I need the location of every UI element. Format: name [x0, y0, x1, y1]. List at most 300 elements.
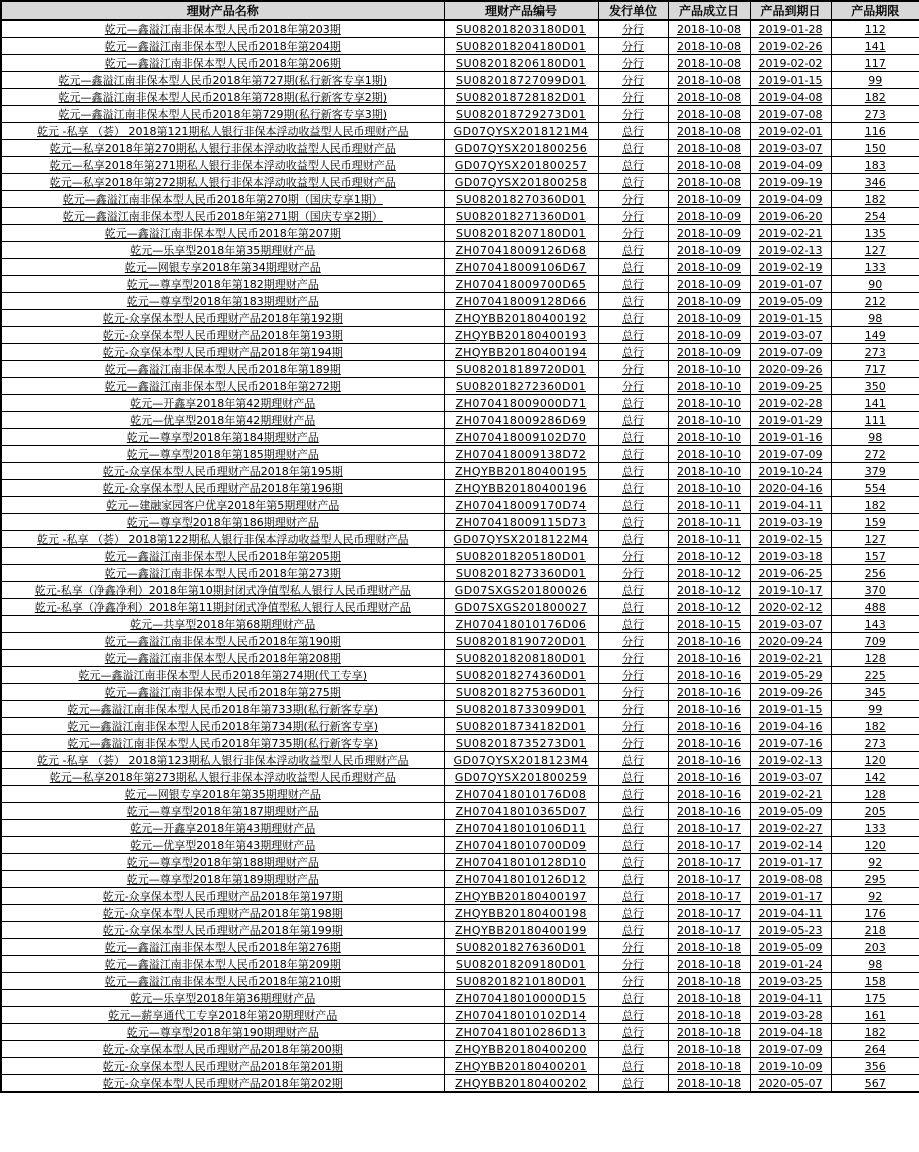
cell-term[interactable] — [831, 820, 919, 837]
cell-name[interactable] — [1, 973, 444, 990]
cell-unit[interactable] — [598, 956, 668, 973]
cell-term[interactable] — [831, 463, 919, 480]
cell-name[interactable] — [1, 497, 444, 514]
cell-term[interactable] — [831, 616, 919, 633]
cell-end[interactable] — [750, 378, 831, 395]
cell-end[interactable] — [750, 174, 831, 191]
cell-start[interactable] — [668, 20, 750, 38]
header-issuing-unit[interactable]: 发行单位 — [598, 1, 668, 20]
cell-code[interactable] — [444, 1041, 598, 1058]
cell-code[interactable] — [444, 208, 598, 225]
cell-end[interactable] — [750, 242, 831, 259]
cell-start[interactable] — [668, 565, 750, 582]
cell-end[interactable] — [750, 548, 831, 565]
cell-start[interactable] — [668, 871, 750, 888]
cell-term[interactable] — [831, 344, 919, 361]
cell-code[interactable] — [444, 701, 598, 718]
cell-term[interactable] — [831, 650, 919, 667]
cell-end[interactable] — [750, 106, 831, 123]
cell-code[interactable] — [444, 276, 598, 293]
cell-code[interactable] — [444, 837, 598, 854]
cell-code[interactable] — [444, 582, 598, 599]
cell-term[interactable] — [831, 871, 919, 888]
cell-end[interactable] — [750, 735, 831, 752]
cell-name[interactable] — [1, 293, 444, 310]
cell-end[interactable] — [750, 667, 831, 684]
cell-start[interactable] — [668, 55, 750, 72]
cell-name[interactable] — [1, 1041, 444, 1058]
cell-term[interactable] — [831, 837, 919, 854]
cell-start[interactable] — [668, 888, 750, 905]
cell-end[interactable] — [750, 701, 831, 718]
cell-end[interactable] — [750, 956, 831, 973]
cell-term[interactable] — [831, 242, 919, 259]
cell-end[interactable] — [750, 293, 831, 310]
cell-unit[interactable] — [598, 786, 668, 803]
cell-end[interactable] — [750, 20, 831, 38]
cell-term[interactable] — [831, 633, 919, 650]
cell-name[interactable] — [1, 55, 444, 72]
cell-name[interactable] — [1, 191, 444, 208]
cell-code[interactable] — [444, 72, 598, 89]
cell-end[interactable] — [750, 361, 831, 378]
cell-unit[interactable] — [598, 854, 668, 871]
cell-code[interactable] — [444, 123, 598, 140]
cell-start[interactable] — [668, 344, 750, 361]
cell-name[interactable] — [1, 72, 444, 89]
cell-start[interactable] — [668, 769, 750, 786]
cell-code[interactable] — [444, 599, 598, 616]
cell-start[interactable] — [668, 293, 750, 310]
cell-end[interactable] — [750, 225, 831, 242]
cell-start[interactable] — [668, 905, 750, 922]
cell-name[interactable] — [1, 327, 444, 344]
cell-unit[interactable] — [598, 157, 668, 174]
cell-term[interactable] — [831, 225, 919, 242]
cell-end[interactable] — [750, 463, 831, 480]
cell-start[interactable] — [668, 633, 750, 650]
cell-term[interactable] — [831, 667, 919, 684]
cell-code[interactable] — [444, 55, 598, 72]
cell-name[interactable] — [1, 1024, 444, 1041]
cell-name[interactable] — [1, 1058, 444, 1075]
cell-code[interactable] — [444, 191, 598, 208]
cell-unit[interactable] — [598, 990, 668, 1007]
cell-start[interactable] — [668, 514, 750, 531]
header-product-name[interactable]: 理财产品名称 — [1, 1, 444, 20]
cell-start[interactable] — [668, 310, 750, 327]
cell-start[interactable] — [668, 72, 750, 89]
cell-unit[interactable] — [598, 888, 668, 905]
cell-start[interactable] — [668, 922, 750, 939]
cell-term[interactable] — [831, 701, 919, 718]
cell-code[interactable] — [444, 684, 598, 701]
cell-start[interactable] — [668, 276, 750, 293]
cell-name[interactable] — [1, 276, 444, 293]
cell-term[interactable] — [831, 684, 919, 701]
cell-start[interactable] — [668, 973, 750, 990]
cell-end[interactable] — [750, 480, 831, 497]
cell-code[interactable] — [444, 531, 598, 548]
cell-code[interactable] — [444, 1075, 598, 1093]
cell-term[interactable] — [831, 446, 919, 463]
cell-start[interactable] — [668, 650, 750, 667]
cell-end[interactable] — [750, 344, 831, 361]
cell-code[interactable] — [444, 650, 598, 667]
cell-term[interactable] — [831, 378, 919, 395]
cell-name[interactable] — [1, 480, 444, 497]
cell-unit[interactable] — [598, 684, 668, 701]
cell-name[interactable] — [1, 565, 444, 582]
cell-name[interactable] — [1, 531, 444, 548]
cell-end[interactable] — [750, 208, 831, 225]
cell-unit[interactable] — [598, 1075, 668, 1093]
cell-start[interactable] — [668, 259, 750, 276]
cell-unit[interactable] — [598, 1007, 668, 1024]
cell-start[interactable] — [668, 89, 750, 106]
cell-end[interactable] — [750, 803, 831, 820]
cell-unit[interactable] — [598, 293, 668, 310]
cell-name[interactable] — [1, 344, 444, 361]
cell-term[interactable] — [831, 990, 919, 1007]
cell-code[interactable] — [444, 429, 598, 446]
cell-name[interactable] — [1, 735, 444, 752]
cell-unit[interactable] — [598, 616, 668, 633]
cell-unit[interactable] — [598, 55, 668, 72]
cell-term[interactable] — [831, 1024, 919, 1041]
header-start-date[interactable]: 产品成立日 — [668, 1, 750, 20]
cell-start[interactable] — [668, 242, 750, 259]
cell-code[interactable] — [444, 939, 598, 956]
cell-term[interactable] — [831, 310, 919, 327]
cell-end[interactable] — [750, 1075, 831, 1093]
cell-unit[interactable] — [598, 38, 668, 55]
cell-term[interactable] — [831, 582, 919, 599]
cell-code[interactable] — [444, 480, 598, 497]
cell-unit[interactable] — [598, 480, 668, 497]
cell-start[interactable] — [668, 174, 750, 191]
cell-unit[interactable] — [598, 344, 668, 361]
cell-name[interactable] — [1, 599, 444, 616]
cell-code[interactable] — [444, 1024, 598, 1041]
cell-end[interactable] — [750, 684, 831, 701]
cell-unit[interactable] — [598, 1041, 668, 1058]
cell-unit[interactable] — [598, 735, 668, 752]
cell-name[interactable] — [1, 242, 444, 259]
cell-code[interactable] — [444, 905, 598, 922]
cell-start[interactable] — [668, 548, 750, 565]
cell-term[interactable] — [831, 395, 919, 412]
cell-name[interactable] — [1, 922, 444, 939]
cell-term[interactable] — [831, 157, 919, 174]
cell-start[interactable] — [668, 837, 750, 854]
cell-unit[interactable] — [598, 973, 668, 990]
cell-start[interactable] — [668, 1041, 750, 1058]
cell-name[interactable] — [1, 259, 444, 276]
cell-start[interactable] — [668, 803, 750, 820]
cell-unit[interactable] — [598, 565, 668, 582]
cell-name[interactable] — [1, 208, 444, 225]
cell-start[interactable] — [668, 463, 750, 480]
cell-start[interactable] — [668, 1075, 750, 1093]
cell-term[interactable] — [831, 769, 919, 786]
cell-name[interactable] — [1, 548, 444, 565]
cell-unit[interactable] — [598, 650, 668, 667]
cell-end[interactable] — [750, 1007, 831, 1024]
cell-name[interactable] — [1, 616, 444, 633]
cell-start[interactable] — [668, 327, 750, 344]
cell-term[interactable] — [831, 480, 919, 497]
cell-code[interactable] — [444, 327, 598, 344]
cell-term[interactable] — [831, 803, 919, 820]
cell-end[interactable] — [750, 888, 831, 905]
cell-code[interactable] — [444, 259, 598, 276]
cell-term[interactable] — [831, 140, 919, 157]
cell-start[interactable] — [668, 582, 750, 599]
cell-end[interactable] — [750, 582, 831, 599]
cell-code[interactable] — [444, 242, 598, 259]
cell-unit[interactable] — [598, 310, 668, 327]
cell-start[interactable] — [668, 429, 750, 446]
cell-start[interactable] — [668, 480, 750, 497]
cell-name[interactable] — [1, 803, 444, 820]
cell-start[interactable] — [668, 786, 750, 803]
cell-term[interactable] — [831, 429, 919, 446]
cell-name[interactable] — [1, 225, 444, 242]
cell-term[interactable] — [831, 956, 919, 973]
cell-unit[interactable] — [598, 123, 668, 140]
cell-unit[interactable] — [598, 174, 668, 191]
cell-term[interactable] — [831, 20, 919, 38]
cell-end[interactable] — [750, 565, 831, 582]
cell-end[interactable] — [750, 38, 831, 55]
cell-term[interactable] — [831, 293, 919, 310]
cell-start[interactable] — [668, 191, 750, 208]
cell-unit[interactable] — [598, 412, 668, 429]
cell-end[interactable] — [750, 497, 831, 514]
cell-code[interactable] — [444, 140, 598, 157]
cell-code[interactable] — [444, 888, 598, 905]
cell-unit[interactable] — [598, 803, 668, 820]
cell-start[interactable] — [668, 38, 750, 55]
cell-start[interactable] — [668, 939, 750, 956]
cell-term[interactable] — [831, 106, 919, 123]
cell-name[interactable] — [1, 361, 444, 378]
cell-end[interactable] — [750, 939, 831, 956]
cell-start[interactable] — [668, 599, 750, 616]
header-maturity-date[interactable]: 产品到期日 — [750, 1, 831, 20]
cell-name[interactable] — [1, 752, 444, 769]
cell-code[interactable] — [444, 820, 598, 837]
cell-start[interactable] — [668, 701, 750, 718]
cell-name[interactable] — [1, 429, 444, 446]
cell-unit[interactable] — [598, 939, 668, 956]
cell-term[interactable] — [831, 922, 919, 939]
cell-start[interactable] — [668, 956, 750, 973]
cell-code[interactable] — [444, 361, 598, 378]
cell-term[interactable] — [831, 208, 919, 225]
cell-term[interactable] — [831, 939, 919, 956]
cell-end[interactable] — [750, 395, 831, 412]
cell-code[interactable] — [444, 293, 598, 310]
cell-start[interactable] — [668, 123, 750, 140]
cell-end[interactable] — [750, 990, 831, 1007]
cell-unit[interactable] — [598, 378, 668, 395]
cell-term[interactable] — [831, 191, 919, 208]
cell-start[interactable] — [668, 616, 750, 633]
cell-term[interactable] — [831, 786, 919, 803]
cell-end[interactable] — [750, 157, 831, 174]
cell-end[interactable] — [750, 55, 831, 72]
cell-unit[interactable] — [598, 1024, 668, 1041]
cell-term[interactable] — [831, 752, 919, 769]
cell-unit[interactable] — [598, 548, 668, 565]
cell-code[interactable] — [444, 378, 598, 395]
cell-unit[interactable] — [598, 752, 668, 769]
cell-code[interactable] — [444, 616, 598, 633]
cell-unit[interactable] — [598, 72, 668, 89]
cell-term[interactable] — [831, 1007, 919, 1024]
cell-term[interactable] — [831, 735, 919, 752]
cell-code[interactable] — [444, 174, 598, 191]
cell-name[interactable] — [1, 990, 444, 1007]
cell-term[interactable] — [831, 1058, 919, 1075]
cell-end[interactable] — [750, 599, 831, 616]
cell-name[interactable] — [1, 956, 444, 973]
cell-name[interactable] — [1, 38, 444, 55]
cell-start[interactable] — [668, 106, 750, 123]
cell-name[interactable] — [1, 20, 444, 38]
cell-code[interactable] — [444, 514, 598, 531]
cell-end[interactable] — [750, 89, 831, 106]
cell-unit[interactable] — [598, 531, 668, 548]
cell-code[interactable] — [444, 446, 598, 463]
cell-unit[interactable] — [598, 837, 668, 854]
cell-unit[interactable] — [598, 820, 668, 837]
cell-code[interactable] — [444, 310, 598, 327]
cell-end[interactable] — [750, 820, 831, 837]
cell-code[interactable] — [444, 973, 598, 990]
cell-start[interactable] — [668, 1024, 750, 1041]
cell-unit[interactable] — [598, 497, 668, 514]
cell-name[interactable] — [1, 837, 444, 854]
cell-start[interactable] — [668, 990, 750, 1007]
header-term-days[interactable]: 产品期限 — [831, 1, 919, 20]
cell-end[interactable] — [750, 123, 831, 140]
cell-unit[interactable] — [598, 463, 668, 480]
cell-unit[interactable] — [598, 1058, 668, 1075]
cell-end[interactable] — [750, 905, 831, 922]
cell-start[interactable] — [668, 412, 750, 429]
cell-end[interactable] — [750, 752, 831, 769]
cell-name[interactable] — [1, 854, 444, 871]
cell-end[interactable] — [750, 718, 831, 735]
cell-start[interactable] — [668, 157, 750, 174]
cell-term[interactable] — [831, 973, 919, 990]
cell-unit[interactable] — [598, 361, 668, 378]
cell-unit[interactable] — [598, 276, 668, 293]
cell-start[interactable] — [668, 140, 750, 157]
cell-name[interactable] — [1, 395, 444, 412]
cell-start[interactable] — [668, 684, 750, 701]
cell-code[interactable] — [444, 956, 598, 973]
cell-term[interactable] — [831, 38, 919, 55]
cell-name[interactable] — [1, 582, 444, 599]
cell-name[interactable] — [1, 106, 444, 123]
cell-code[interactable] — [444, 344, 598, 361]
cell-start[interactable] — [668, 225, 750, 242]
cell-name[interactable] — [1, 684, 444, 701]
cell-start[interactable] — [668, 1007, 750, 1024]
cell-start[interactable] — [668, 361, 750, 378]
cell-unit[interactable] — [598, 446, 668, 463]
cell-unit[interactable] — [598, 769, 668, 786]
cell-code[interactable] — [444, 667, 598, 684]
cell-unit[interactable] — [598, 905, 668, 922]
cell-start[interactable] — [668, 752, 750, 769]
cell-term[interactable] — [831, 361, 919, 378]
cell-term[interactable] — [831, 905, 919, 922]
cell-start[interactable] — [668, 718, 750, 735]
cell-unit[interactable] — [598, 191, 668, 208]
cell-name[interactable] — [1, 650, 444, 667]
cell-name[interactable] — [1, 888, 444, 905]
cell-term[interactable] — [831, 548, 919, 565]
cell-term[interactable] — [831, 89, 919, 106]
cell-end[interactable] — [750, 429, 831, 446]
cell-code[interactable] — [444, 854, 598, 871]
cell-name[interactable] — [1, 412, 444, 429]
cell-code[interactable] — [444, 463, 598, 480]
cell-term[interactable] — [831, 55, 919, 72]
cell-end[interactable] — [750, 412, 831, 429]
cell-end[interactable] — [750, 191, 831, 208]
cell-term[interactable] — [831, 123, 919, 140]
cell-unit[interactable] — [598, 225, 668, 242]
cell-code[interactable] — [444, 89, 598, 106]
cell-name[interactable] — [1, 157, 444, 174]
cell-end[interactable] — [750, 72, 831, 89]
cell-code[interactable] — [444, 497, 598, 514]
cell-end[interactable] — [750, 786, 831, 803]
cell-start[interactable] — [668, 735, 750, 752]
cell-end[interactable] — [750, 650, 831, 667]
cell-name[interactable] — [1, 89, 444, 106]
cell-unit[interactable] — [598, 140, 668, 157]
cell-end[interactable] — [750, 276, 831, 293]
cell-name[interactable] — [1, 769, 444, 786]
cell-end[interactable] — [750, 922, 831, 939]
cell-term[interactable] — [831, 72, 919, 89]
cell-name[interactable] — [1, 123, 444, 140]
cell-unit[interactable] — [598, 514, 668, 531]
cell-name[interactable] — [1, 463, 444, 480]
cell-start[interactable] — [668, 497, 750, 514]
cell-code[interactable] — [444, 106, 598, 123]
cell-unit[interactable] — [598, 89, 668, 106]
cell-end[interactable] — [750, 259, 831, 276]
cell-unit[interactable] — [598, 242, 668, 259]
cell-unit[interactable] — [598, 582, 668, 599]
header-product-code[interactable]: 理财产品编号 — [444, 1, 598, 20]
cell-name[interactable] — [1, 446, 444, 463]
cell-unit[interactable] — [598, 259, 668, 276]
cell-name[interactable] — [1, 820, 444, 837]
cell-code[interactable] — [444, 565, 598, 582]
cell-name[interactable] — [1, 514, 444, 531]
cell-end[interactable] — [750, 310, 831, 327]
cell-start[interactable] — [668, 446, 750, 463]
